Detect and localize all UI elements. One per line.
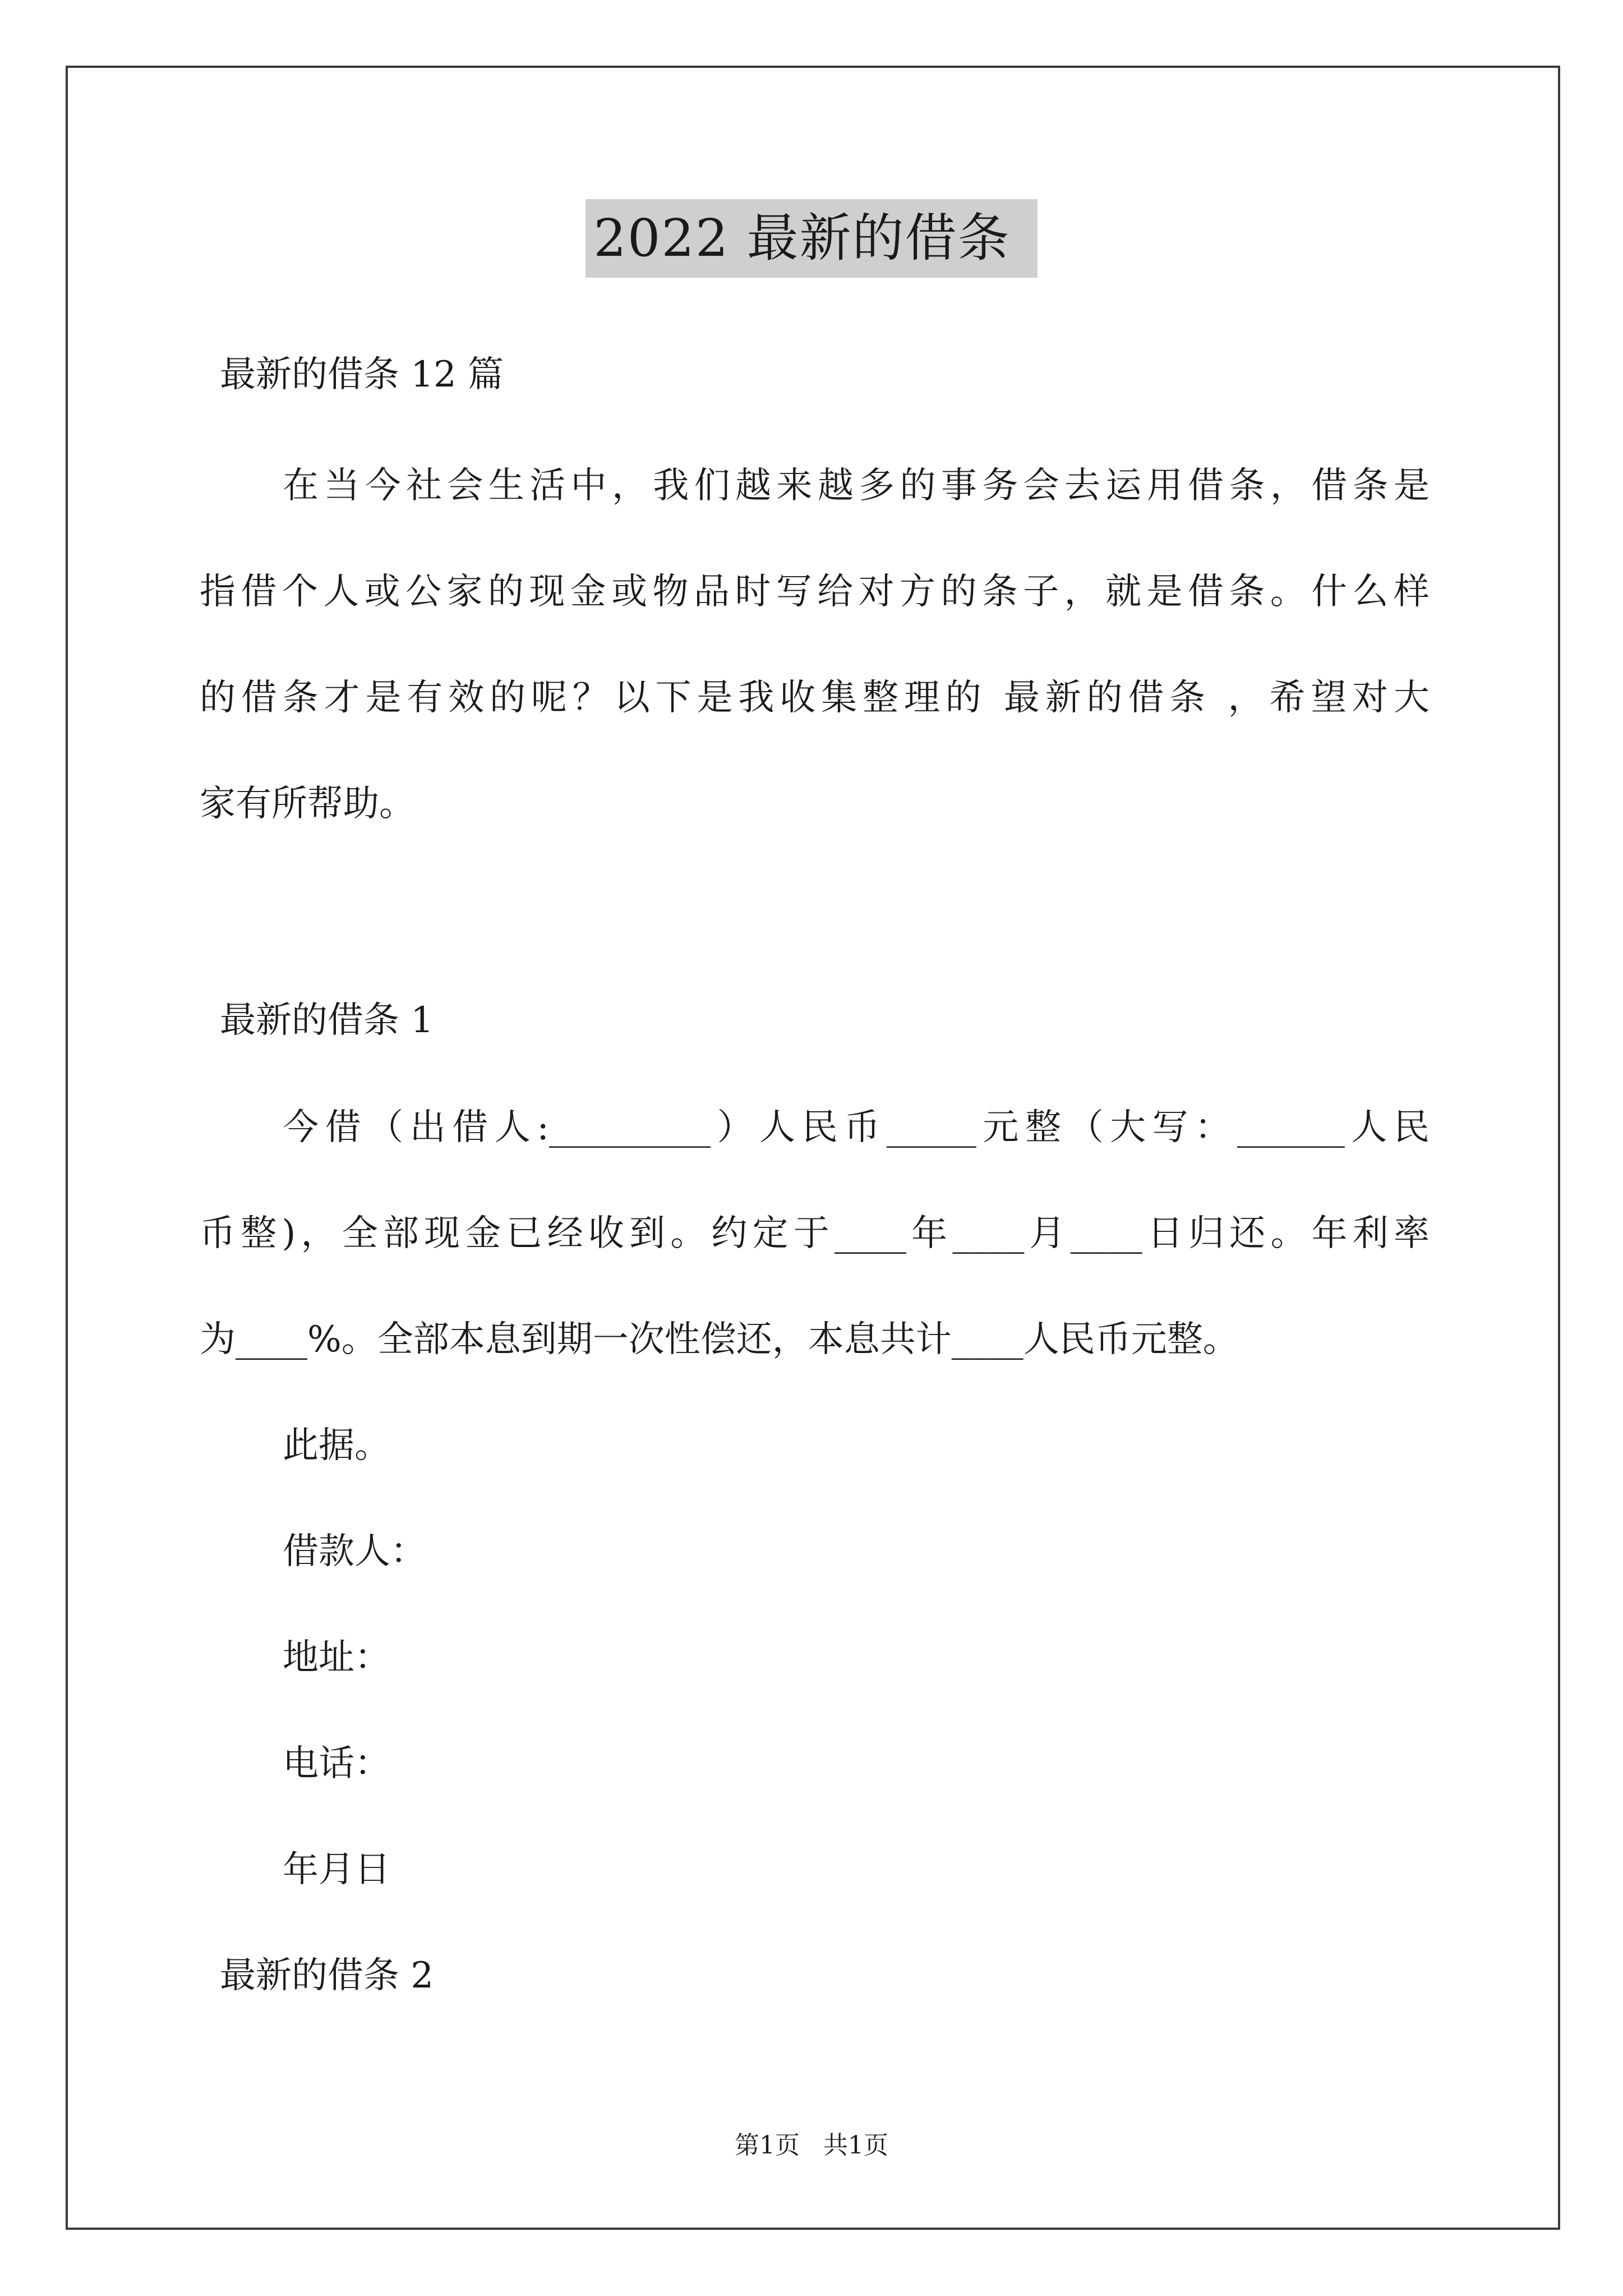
phone-label: 电话： bbox=[283, 1743, 390, 1784]
borrower-label: 借款人： bbox=[283, 1531, 426, 1572]
intro-line-3: 的借条才是有效的呢？以下是我收集整理的 最新的借条 ，希望对大 bbox=[200, 677, 1430, 719]
section1-heading: 最新的借条 1 bbox=[220, 1000, 434, 1041]
section1-body-line-2: 币整)，全部现金已经收到。约定于____年____月____日归还。年利率 bbox=[200, 1213, 1430, 1254]
closing-text: 此据。 bbox=[283, 1425, 390, 1466]
document-subtitle: 最新的借条 12 篇 bbox=[220, 354, 504, 395]
intro-line-2: 指借个人或公家的现金或物品时写给对方的条子，就是借条。什么样 bbox=[200, 571, 1430, 613]
section2-heading: 最新的借条 2 bbox=[220, 1955, 434, 1996]
intro-line-1: 在当今社会生活中，我们越来越多的事务会去运用借条，借条是 bbox=[283, 465, 1430, 507]
address-label: 地址： bbox=[283, 1637, 390, 1678]
section1-body-line-3: 为____%。全部本息到期一次性偿还，本息共计____人民币元整。 bbox=[200, 1319, 1239, 1360]
page-footer: 第1页 共1页 bbox=[735, 2131, 888, 2160]
title-container bbox=[0, 199, 1623, 278]
intro-line-4: 家有所帮助。 bbox=[200, 783, 415, 825]
date-label: 年月日 bbox=[283, 1849, 390, 1890]
document-title: 2022 最新的借条 bbox=[585, 199, 1037, 278]
section1-body-line-1: 今借（出借人:_________）人民币_____元整（大写：______人民 bbox=[283, 1107, 1430, 1148]
